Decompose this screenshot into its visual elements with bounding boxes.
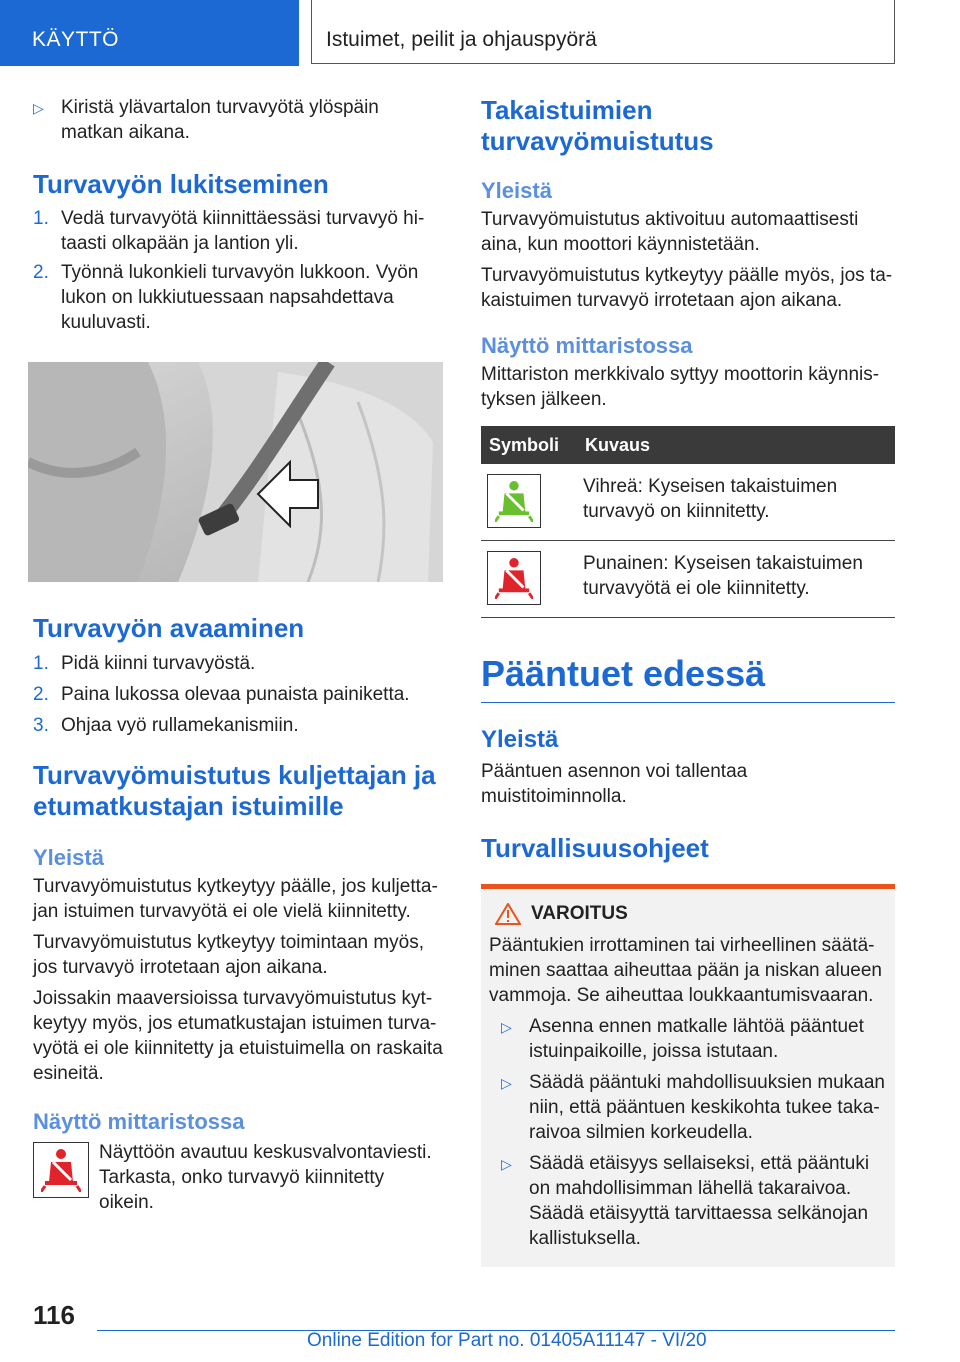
seatbelt-illustration [28, 362, 443, 582]
paragraph: Mittariston merkkivalo syttyy moottorin käynnistyksen jälkeen. [481, 364, 880, 410]
warning-list [489, 1014, 887, 1251]
triangle-bullet-icon: ▷ [501, 1075, 512, 1091]
step-number: 3. [33, 715, 49, 736]
chapter-heading: Pääntuet edessä [481, 653, 766, 694]
table-row [481, 541, 895, 618]
list-item: 1. Vedä turvavyötä kiinnittäessäsi turvavyö hitaasti olkapään ja lantion yli. [33, 208, 425, 254]
paragraph: Turvavyömuistutus aktivoituu automaattisesti aina, kun moottori käynnistetään. [481, 209, 859, 255]
heading-rule [481, 702, 895, 703]
symbol-table [481, 426, 895, 618]
section-heading: Takaistuimien turvavyömuistutus [481, 95, 714, 156]
subsection-heading: Yleistä [33, 845, 104, 870]
section-heading: Turvavyön avaaminen [33, 613, 305, 643]
list-item: ▷ Asenna ennen matkalle lähtöä pääntuet istuinpaikoille, joissa istutaan. [501, 1016, 864, 1062]
step-number: 1. [33, 208, 49, 229]
paragraph: Joissakin maaversioissa turvavyömuistutus kytkeytyy myös, jos etumatkustajan istuimen turvavyötä ei ole kiinnitetty ja etuistuimella on raskaita esineitä. [33, 988, 443, 1084]
warning-text: Pääntukien irrottaminen tai virheellinen säätäminen saattaa aiheuttaa pään ja niskan alueen vammoja. Se aiheuttaa loukkaantumisvaaran. [489, 935, 882, 1006]
column-header-symbol: Symboli [481, 426, 577, 464]
triangle-bullet-icon: ▷ [33, 100, 44, 116]
table-cell: Vihreä: Kyseisen takaistuimen turvavyö on kiinnitetty. [577, 464, 895, 541]
warning-box [481, 884, 895, 1267]
list-item: 3. Ohjaa vyö rullamekanismiin. [33, 715, 299, 736]
step-number: 2. [33, 684, 49, 705]
list-item: ▷ Kiristä ylävartalon turvavyötä ylöspäin matkan aikana. [33, 97, 379, 143]
edition-note: Online Edition for Part no. 01405A11147 - VI/20 [307, 1330, 707, 1351]
intro-list [33, 95, 443, 145]
subsection-heading: Näyttö mittaristossa [33, 1109, 245, 1134]
seatbelt-green-icon [487, 474, 541, 528]
table-cell: Punainen: Kyseisen takaistuimen turvavyötä ei ole kiinnitetty. [577, 541, 895, 618]
table-header-row [481, 426, 895, 464]
triangle-bullet-icon: ▷ [501, 1156, 512, 1172]
list-item: 1. Pidä kiinni turvavyöstä. [33, 653, 256, 674]
paragraph: Turvavyömuistutus kytkeytyy toimintaan myös, jos turvavyö irrotetaan ajon aikana. [33, 932, 425, 978]
subsection-heading: Yleistä [481, 178, 552, 203]
seatbelt-red-icon [487, 551, 541, 605]
left-column [33, 95, 443, 1215]
page-footer [0, 1290, 960, 1362]
right-column [481, 95, 895, 1267]
section-heading: Turvallisuusohjeet [481, 833, 709, 863]
display-info [33, 1142, 443, 1215]
paragraph: Pääntuen asennon voi tallentaa muistitoiminnolla. [481, 761, 748, 807]
open-steps [33, 651, 443, 738]
display-text: Näyttöön avautuu keskusvalvontaviesti. Tarkasta, onko turvavyö kiinnitetty oikein. [99, 1142, 432, 1213]
subsection-heading: Näyttö mittaristossa [481, 333, 693, 358]
page-number: 116 [33, 1300, 75, 1330]
step-number: 1. [33, 653, 49, 674]
section-heading: Turvavyömuistutus kuljettajan ja etumatkustajan istuimille [33, 760, 436, 821]
paragraph: Turvavyömuistutus kytkeytyy päälle, jos kuljettajan istuimen turvavyötä ei ole vielä kiinnitetty. [33, 876, 438, 922]
section-tab [0, 0, 299, 66]
page-header [0, 0, 960, 68]
step-number: 2. [33, 262, 49, 283]
list-item: 2. Työnnä lukonkieli turvavyön lukkoon. Vyön lukon on lukkiutuessaan napsahdettava kuuluvasti. [33, 262, 419, 333]
paragraph: Turvavyömuistutus kytkeytyy päälle myös, jos takaistuimen turvavyö irrotetaan ajon aikana. [481, 265, 893, 311]
list-item: 2. Paina lukossa olevaa punaista painiketta. [33, 684, 410, 705]
subsection-heading: Yleistä [481, 726, 559, 753]
table-row [481, 464, 895, 541]
list-item: ▷ Säädä pääntuki mahdollisuuksien mukaan niin, että pääntuen keskikohta tukee takaraivoa silmien korkeudella. [501, 1072, 885, 1143]
column-header-description: Kuvaus [577, 426, 895, 464]
section-heading: Turvavyön lukitseminen [33, 169, 329, 199]
chapter-title: Istuimet, peilit ja ohjauspyörä [326, 28, 597, 51]
seatbelt-photo [28, 362, 443, 582]
triangle-bullet-icon: ▷ [501, 1019, 512, 1035]
section-label: KÄYTTÖ [32, 28, 120, 51]
seatbelt-red-icon [33, 1142, 89, 1198]
chapter-title-box [311, 0, 895, 64]
lock-steps [33, 206, 443, 335]
warning-triangle-icon [495, 903, 521, 925]
warning-title: VAROITUS [495, 903, 887, 925]
list-item: ▷ Säädä etäisyys sellaiseksi, että pääntuki on mahdollisimman lähellä takaraivoa. Säädä etäisyyttä tarvittaessa selkänojan kallistuksella. [501, 1153, 870, 1249]
